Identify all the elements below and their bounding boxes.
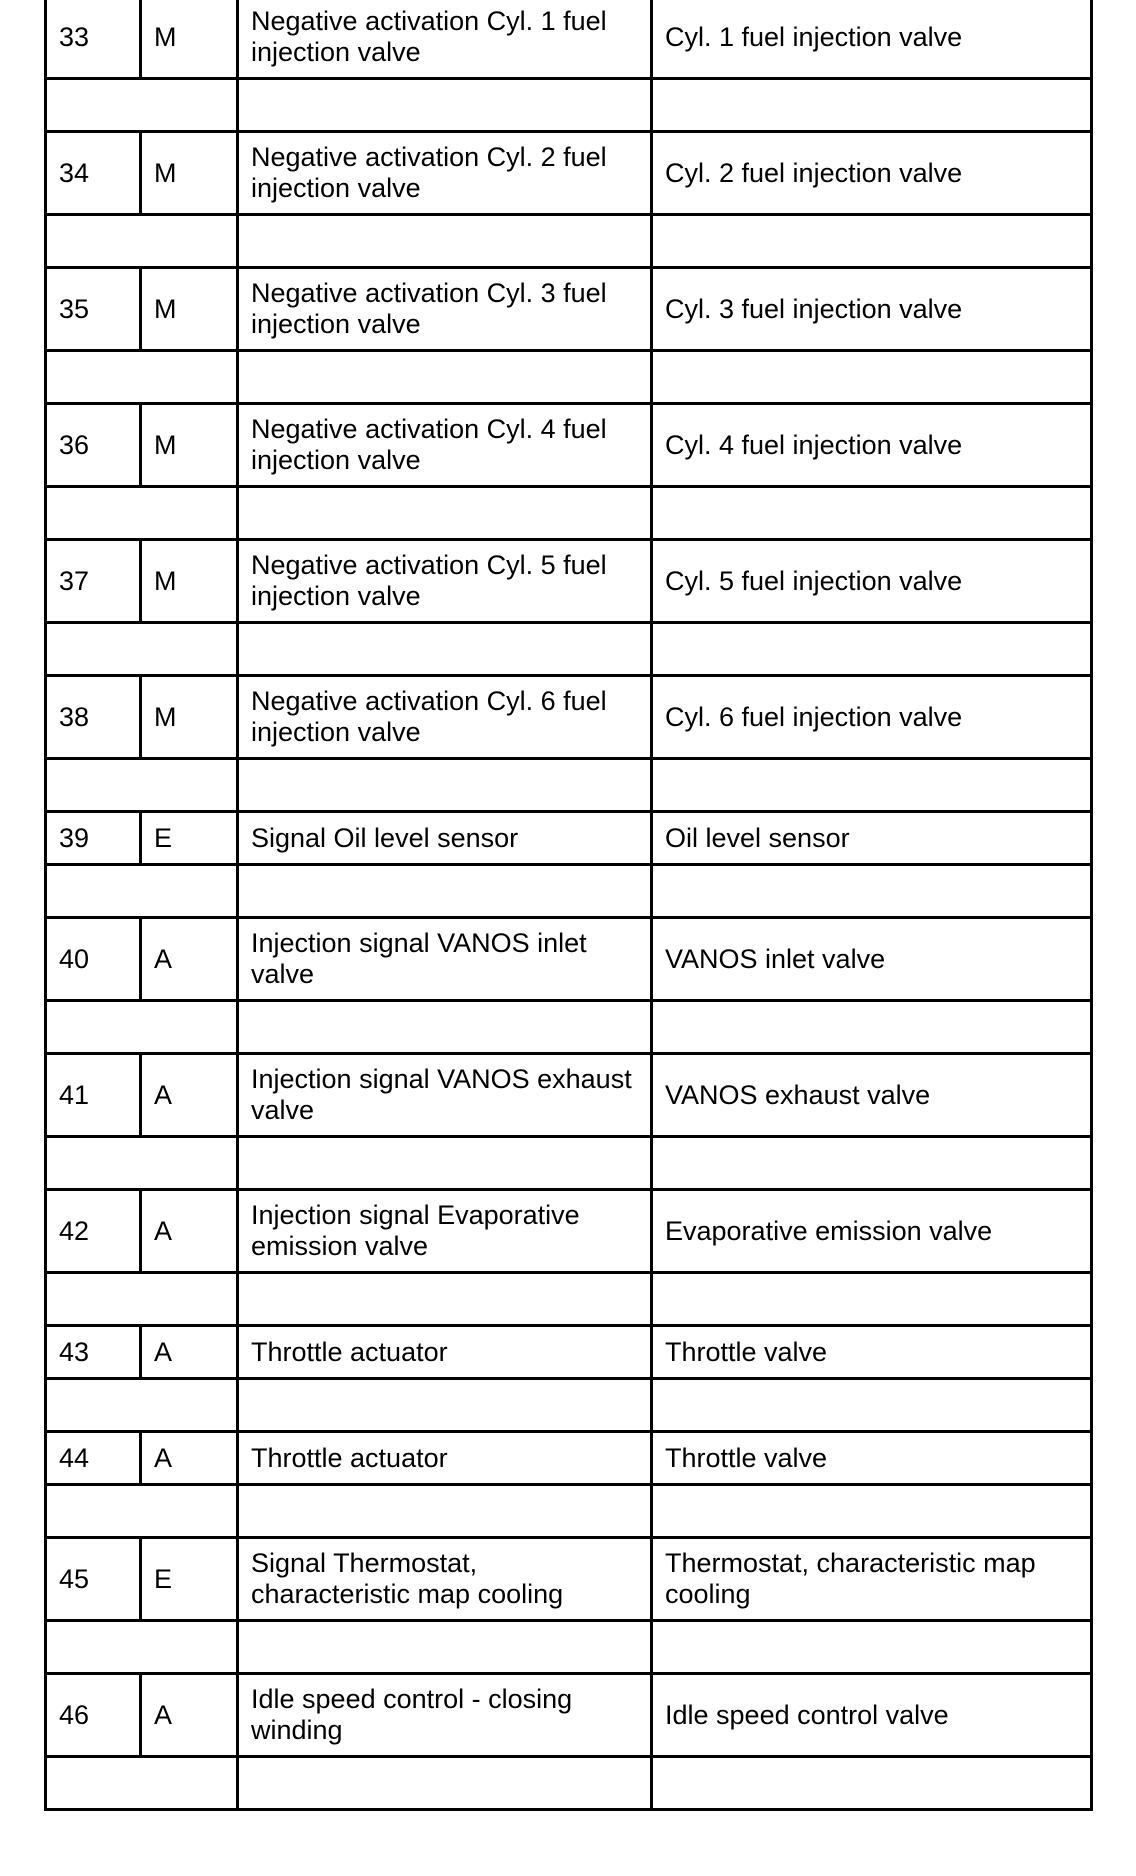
pin-component: Cyl. 5 fuel injection valve bbox=[652, 540, 1092, 623]
pin-number: 46 bbox=[46, 1674, 141, 1757]
table-row bbox=[46, 540, 1092, 623]
table-row bbox=[46, 268, 1092, 351]
pin-component: VANOS exhaust valve bbox=[652, 1054, 1092, 1137]
pin-number: 34 bbox=[46, 132, 141, 215]
signal-type: A bbox=[141, 1190, 238, 1273]
pin-component: Cyl. 2 fuel injection valve bbox=[652, 132, 1092, 215]
signal-type: A bbox=[141, 1054, 238, 1137]
table-row bbox=[46, 676, 1092, 759]
signal-type: A bbox=[141, 1432, 238, 1485]
pin-number: 43 bbox=[46, 1326, 141, 1379]
signal-type: M bbox=[141, 268, 238, 351]
signal-type: M bbox=[141, 404, 238, 487]
spacer-row bbox=[46, 79, 1092, 132]
pin-number: 37 bbox=[46, 540, 141, 623]
signal-type: E bbox=[141, 1538, 238, 1621]
pin-description: Negative activation Cyl. 5 fuel injection valve bbox=[238, 540, 652, 623]
pin-description: Signal Oil level sensor bbox=[238, 812, 652, 865]
spacer-row bbox=[46, 623, 1092, 676]
spacer-row bbox=[46, 1001, 1092, 1054]
table-row bbox=[46, 918, 1092, 1001]
pin-number: 35 bbox=[46, 268, 141, 351]
pin-description: Idle speed control - closing winding bbox=[238, 1674, 652, 1757]
pin-description: Injection signal Evaporative emission valve bbox=[238, 1190, 652, 1273]
signal-type: M bbox=[141, 676, 238, 759]
pin-number: 39 bbox=[46, 812, 141, 865]
pin-component: Throttle valve bbox=[652, 1432, 1092, 1485]
signal-type: M bbox=[141, 540, 238, 623]
pin-component: VANOS inlet valve bbox=[652, 918, 1092, 1001]
pin-description: Negative activation Cyl. 6 fuel injection valve bbox=[238, 676, 652, 759]
table-row bbox=[46, 1674, 1092, 1757]
pin-component: Idle speed control valve bbox=[652, 1674, 1092, 1757]
spacer-row bbox=[46, 1273, 1092, 1326]
signal-type: A bbox=[141, 918, 238, 1001]
pin-description: Negative activation Cyl. 3 fuel injection valve bbox=[238, 268, 652, 351]
pin-number: 44 bbox=[46, 1432, 141, 1485]
pin-component: Cyl. 3 fuel injection valve bbox=[652, 268, 1092, 351]
signal-type: M bbox=[141, 132, 238, 215]
spacer-row bbox=[46, 1379, 1092, 1432]
table-row bbox=[46, 0, 1092, 79]
pin-description: Injection signal VANOS exhaust valve bbox=[238, 1054, 652, 1137]
table-row bbox=[46, 812, 1092, 865]
spacer-row bbox=[46, 351, 1092, 404]
table-row bbox=[46, 404, 1092, 487]
pin-description: Negative activation Cyl. 2 fuel injection valve bbox=[238, 132, 652, 215]
pin-component: Cyl. 4 fuel injection valve bbox=[652, 404, 1092, 487]
table-row bbox=[46, 1326, 1092, 1379]
spacer-row bbox=[46, 865, 1092, 918]
pin-number: 40 bbox=[46, 918, 141, 1001]
spacer-row bbox=[46, 759, 1092, 812]
signal-type: M bbox=[141, 0, 238, 79]
spacer-row bbox=[46, 1137, 1092, 1190]
pin-number: 41 bbox=[46, 1054, 141, 1137]
pin-assignment-table bbox=[44, 0, 1093, 1811]
table-row bbox=[46, 132, 1092, 215]
pin-description: Signal Thermostat, characteristic map cooling bbox=[238, 1538, 652, 1621]
signal-type: E bbox=[141, 812, 238, 865]
signal-type: A bbox=[141, 1674, 238, 1757]
pin-component: Evaporative emission valve bbox=[652, 1190, 1092, 1273]
pin-number: 36 bbox=[46, 404, 141, 487]
pin-description: Injection signal VANOS inlet valve bbox=[238, 918, 652, 1001]
table-row bbox=[46, 1432, 1092, 1485]
pin-component: Cyl. 1 fuel injection valve bbox=[652, 0, 1092, 79]
pin-description: Negative activation Cyl. 4 fuel injection valve bbox=[238, 404, 652, 487]
pin-component: Thermostat, characteristic map cooling bbox=[652, 1538, 1092, 1621]
pin-number: 33 bbox=[46, 0, 141, 79]
pin-component: Cyl. 6 fuel injection valve bbox=[652, 676, 1092, 759]
pin-description: Throttle actuator bbox=[238, 1432, 652, 1485]
pin-description: Throttle actuator bbox=[238, 1326, 652, 1379]
table-row bbox=[46, 1054, 1092, 1137]
spacer-row bbox=[46, 487, 1092, 540]
spacer-row bbox=[46, 1757, 1092, 1810]
spacer-row bbox=[46, 215, 1092, 268]
pin-description: Negative activation Cyl. 1 fuel injection valve bbox=[238, 0, 652, 79]
signal-type: A bbox=[141, 1326, 238, 1379]
table-row bbox=[46, 1190, 1092, 1273]
pin-number: 45 bbox=[46, 1538, 141, 1621]
spacer-row bbox=[46, 1621, 1092, 1674]
pin-number: 38 bbox=[46, 676, 141, 759]
pin-component: Oil level sensor bbox=[652, 812, 1092, 865]
pin-number: 42 bbox=[46, 1190, 141, 1273]
spacer-row bbox=[46, 1485, 1092, 1538]
pin-component: Throttle valve bbox=[652, 1326, 1092, 1379]
table-row bbox=[46, 1538, 1092, 1621]
